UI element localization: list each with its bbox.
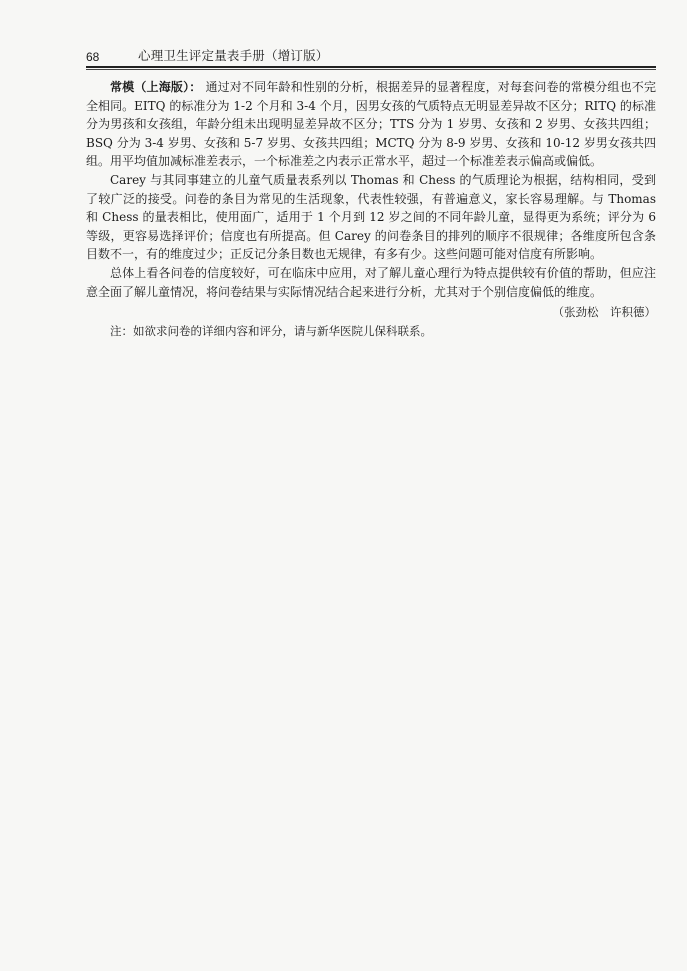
paragraph-summary bbox=[86, 264, 656, 301]
body-text bbox=[86, 78, 656, 340]
paragraph-norms bbox=[86, 78, 656, 171]
paragraph-carey bbox=[86, 171, 656, 264]
paragraph-text: Carey 与其同事建立的儿童气质量表系列以 Thomas 和 Chess 的气质理论为根据，结构相同，受到了较广泛的接受。问卷的条目为常见的生活现象，代表性较强，有普遍意义，家长容易理解。与 Thomas 和 Chess 的量表相比，使用面广，适用于 1 个月到 12 岁之间的不同年龄儿童，显得更为系统；评分为 6 等级，更容易选择评价；信度也有所提高。但 Carey 的问卷条目的排列的顺序不很规律；各维度所包含条目数不一，有的维度过少；正反记分条目数也无规律，有多有少。这些问题可能对信度有所影响。 bbox=[86, 172, 656, 262]
header-rule-thin bbox=[86, 69, 656, 70]
page-number: 68 bbox=[86, 50, 100, 64]
author-signature: （张劲松 许积德） bbox=[552, 305, 656, 320]
page-header bbox=[86, 44, 656, 64]
header-rule-thick bbox=[86, 66, 656, 68]
paragraph-text: 通过对不同年龄和性别的分析，根据差异的显著程度，对每套问卷的常模分组也不完全相同。EITQ 的标准分为 1-2 个月和 3-4 个月，因男女孩的气质特点无明显差异故不区分；RITQ 的标准分为男孩和女孩组，年龄分组未出现明显差异故不区分；TTS 分为 1 岁男、女孩和 2 岁男、女孩共四组；BSQ 分为 3-4 岁男、女孩和 5-7 岁男、女孩共四组；MCTQ 分为 8-9 岁男、女孩和 10-12 岁男女孩共四组。用平均值加减标准差表示，一个标准差之内表示正常水平，超过一个标准差表示偏高或偏低。 bbox=[86, 80, 656, 169]
footnote: 注：如欲求问卷的详细内容和评分，请与新华医院儿保科联系。 bbox=[110, 323, 432, 338]
paragraph-text: 总体上看各问卷的信度较好，可在临床中应用，对了解儿童心理行为特点提供较有价值的帮助，但应注意全面了解儿童情况，将问卷结果与实际情况结合起来进行分析，尤其对于个别信度偏低的维度。 bbox=[86, 265, 656, 299]
paragraph-lead: 常模（上海版）： bbox=[110, 80, 202, 94]
running-title: 心理卫生评定量表手册（增订版） bbox=[138, 48, 329, 63]
